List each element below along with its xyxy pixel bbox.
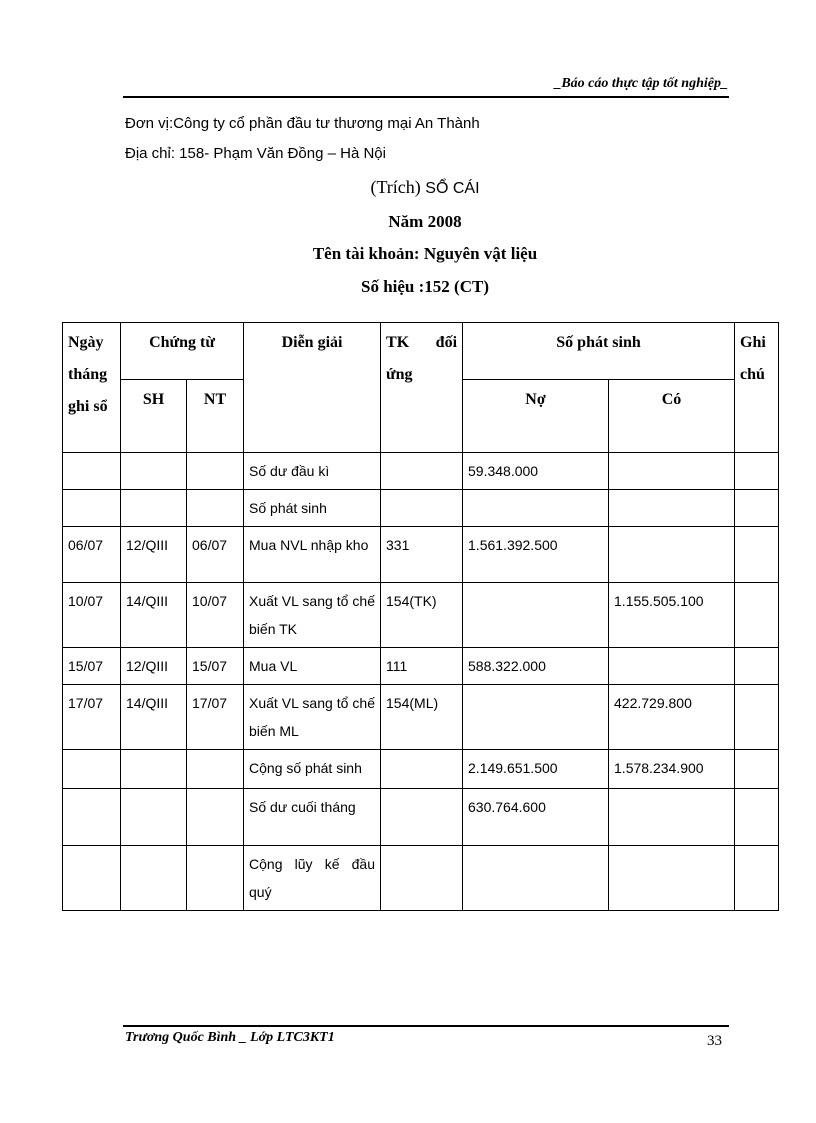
cell-sh xyxy=(121,750,187,789)
cell-date xyxy=(63,490,121,527)
cell-date: 06/07 xyxy=(63,527,121,583)
cell-credit xyxy=(609,453,735,490)
cell-date xyxy=(63,750,121,789)
cell-sh xyxy=(121,453,187,490)
cell-date xyxy=(63,789,121,846)
cell-debit: 630.764.600 xyxy=(463,789,609,846)
ledger-year: Năm 2008 xyxy=(388,212,462,231)
cell-contra xyxy=(381,846,463,911)
table-row xyxy=(63,490,779,527)
cell-sh: 12/QIII xyxy=(121,648,187,685)
footer-author: Trương Quốc Bình _ Lớp LTC3KT1 xyxy=(125,1030,335,1045)
cell-nt xyxy=(187,750,244,789)
cell-description: Xuất VL sang tổ chế biến ML xyxy=(244,685,381,750)
cell-contra: 111 xyxy=(381,648,463,685)
cell-description: Số dư cuối tháng xyxy=(244,789,381,846)
cell-note xyxy=(735,750,779,789)
cell-contra: 331 xyxy=(381,527,463,583)
cell-nt xyxy=(187,453,244,490)
cell-debit: 1.561.392.500 xyxy=(463,527,609,583)
cell-debit xyxy=(463,685,609,750)
cell-sh: 14/QIII xyxy=(121,583,187,648)
cell-nt: 10/07 xyxy=(187,583,244,648)
header-date: Ngày tháng ghi sổ xyxy=(63,323,121,453)
cell-contra xyxy=(381,453,463,490)
cell-debit: 2.149.651.500 xyxy=(463,750,609,789)
cell-nt xyxy=(187,490,244,527)
table-row xyxy=(63,648,779,685)
footer-rule xyxy=(123,1025,729,1027)
cell-note xyxy=(735,527,779,583)
cell-contra xyxy=(381,789,463,846)
company-unit: Đơn vị:Công ty cổ phần đầu tư thương mại An Thành xyxy=(125,115,480,132)
cell-contra: 154(TK) xyxy=(381,583,463,648)
table-row xyxy=(63,685,779,750)
account-number: Số hiệu :152 (CT) xyxy=(361,277,489,296)
cell-contra xyxy=(381,490,463,527)
header-credit: Có xyxy=(609,380,735,453)
cell-credit xyxy=(609,648,735,685)
cell-note xyxy=(735,583,779,648)
cell-description: Số dư đầu kì xyxy=(244,453,381,490)
cell-date: 10/07 xyxy=(63,583,121,648)
header-contra-account: TK đối ứng xyxy=(381,323,463,453)
cell-note xyxy=(735,648,779,685)
cell-nt: 15/07 xyxy=(187,648,244,685)
cell-date xyxy=(63,453,121,490)
header-rule xyxy=(123,96,729,98)
cell-contra: 154(ML) xyxy=(381,685,463,750)
cell-sh xyxy=(121,490,187,527)
cell-credit: 1.155.505.100 xyxy=(609,583,735,648)
table-row xyxy=(63,750,779,789)
cell-contra xyxy=(381,750,463,789)
cell-date xyxy=(63,846,121,911)
cell-note xyxy=(735,685,779,750)
cell-sh xyxy=(121,789,187,846)
report-header-title: _Báo cáo thực tập tốt nghiệp_ xyxy=(554,76,728,91)
cell-debit xyxy=(463,846,609,911)
header-sh: SH xyxy=(121,380,187,453)
cell-credit: 1.578.234.900 xyxy=(609,750,735,789)
header-description: Diễn giải xyxy=(244,323,381,453)
cell-description: Số phát sinh xyxy=(244,490,381,527)
document-title-main: SỔ CÁI xyxy=(425,180,480,197)
cell-date: 17/07 xyxy=(63,685,121,750)
cell-credit xyxy=(609,846,735,911)
header-debit: Nợ xyxy=(463,380,609,453)
document-title-prefix: (Trích) xyxy=(370,177,426,197)
cell-description: Xuất VL sang tổ chế biến TK xyxy=(244,583,381,648)
cell-debit: 588.322.000 xyxy=(463,648,609,685)
cell-note xyxy=(735,846,779,911)
table-row xyxy=(63,583,779,648)
cell-credit xyxy=(609,527,735,583)
cell-sh xyxy=(121,846,187,911)
document-title xyxy=(0,177,816,198)
table-row xyxy=(63,846,779,911)
header-voucher: Chứng từ xyxy=(121,323,244,380)
table-row xyxy=(63,453,779,490)
account-name: Tên tài khoản: Nguyên vật liệu xyxy=(312,244,538,263)
cell-description: Cộng số phát sinh xyxy=(244,750,381,789)
cell-nt: 17/07 xyxy=(187,685,244,750)
ledger-table xyxy=(62,322,779,911)
cell-description: Mua VL xyxy=(244,648,381,685)
company-address: Địa chỉ: 158- Phạm Văn Đồng – Hà Nội xyxy=(125,145,386,162)
cell-note xyxy=(735,789,779,846)
cell-note xyxy=(735,453,779,490)
header-note: Ghi chú xyxy=(735,323,779,453)
cell-debit xyxy=(463,583,609,648)
cell-nt: 06/07 xyxy=(187,527,244,583)
table-row xyxy=(63,527,779,583)
cell-credit xyxy=(609,490,735,527)
table-row xyxy=(63,789,779,846)
cell-nt xyxy=(187,846,244,911)
cell-sh: 12/QIII xyxy=(121,527,187,583)
header-nt: NT xyxy=(187,380,244,453)
cell-credit xyxy=(609,789,735,846)
cell-debit xyxy=(463,490,609,527)
page-number: 33 xyxy=(707,1033,722,1049)
cell-description: Mua NVL nhập kho xyxy=(244,527,381,583)
cell-sh: 14/QIII xyxy=(121,685,187,750)
cell-nt xyxy=(187,789,244,846)
cell-note xyxy=(735,490,779,527)
cell-date: 15/07 xyxy=(63,648,121,685)
cell-description: Cộng lũy kế đầu quý xyxy=(244,846,381,911)
cell-debit: 59.348.000 xyxy=(463,453,609,490)
header-amount: Số phát sinh xyxy=(463,323,735,380)
cell-credit: 422.729.800 xyxy=(609,685,735,750)
